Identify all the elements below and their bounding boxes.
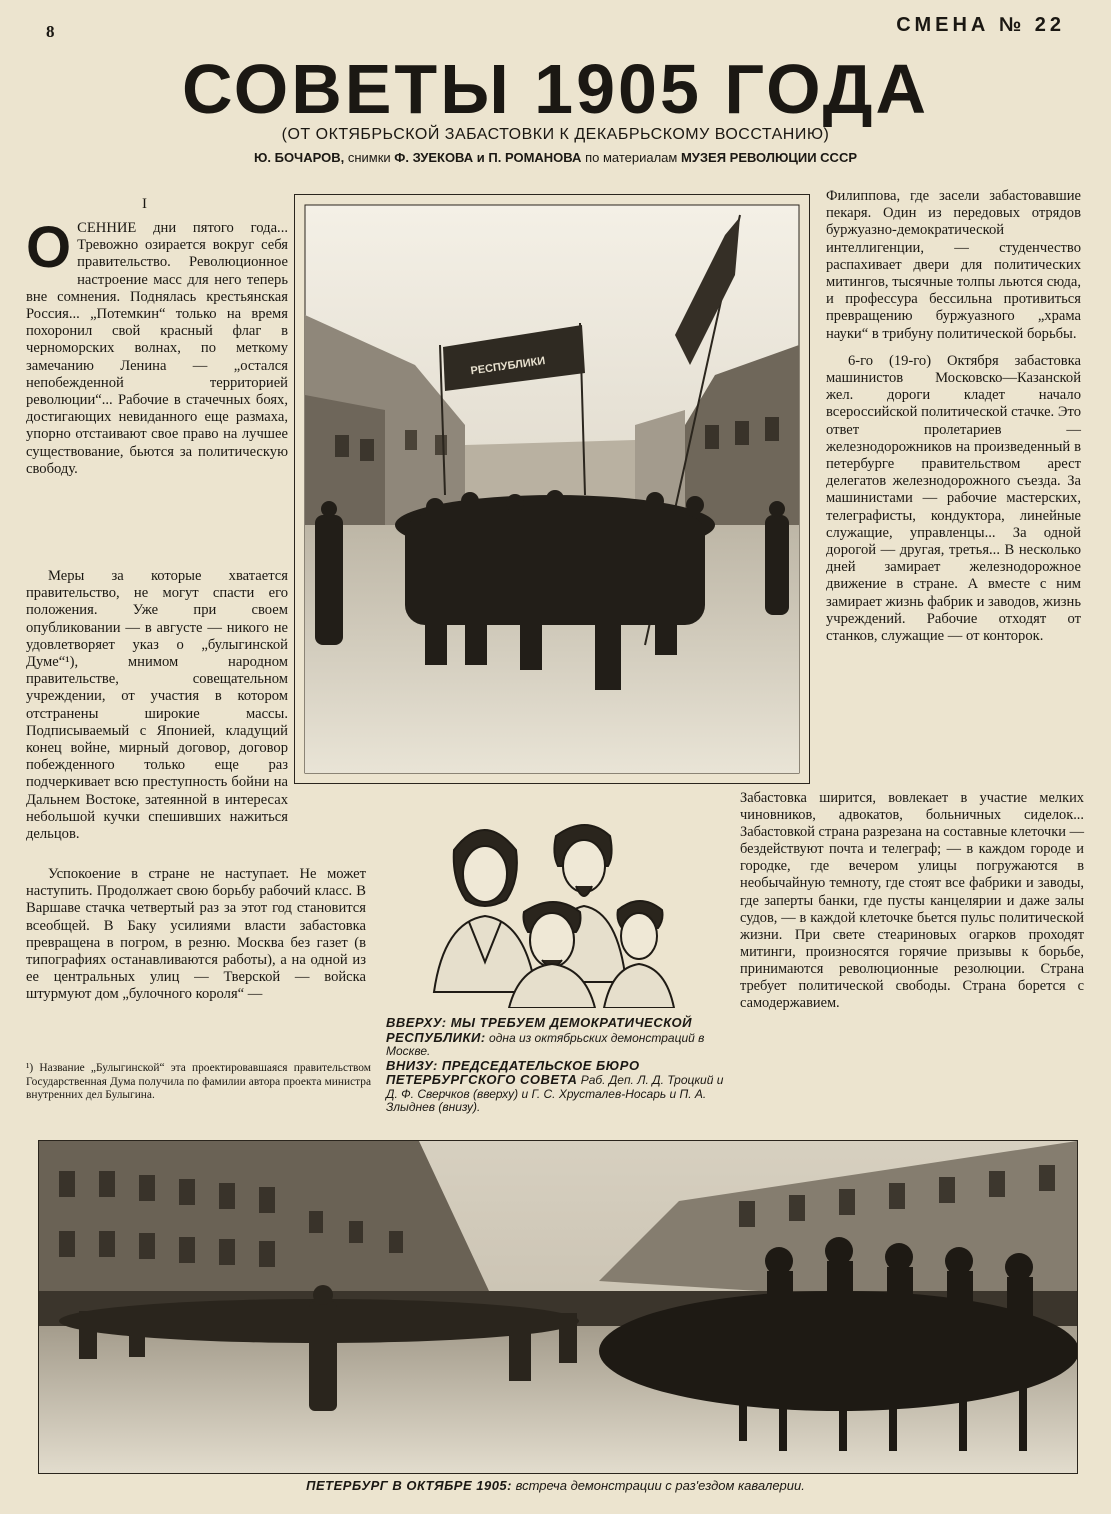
article-title: СОВЕТЫ 1905 ГОДА: [181, 50, 930, 128]
paragraph: Филиппова, где засели забастовавшие пекаря. Один из передовых отрядов буржуазно-демократической интеллигенции, — студенчество распахивает двери для политических митингов, тысячные толпы льются сюда, и профессура бессильна противиться превращению буржуазного „храма науки“ в трибуну политической борьбы.: [826, 188, 1081, 342]
byline-museum: МУЗЕЯ РЕВОЛЮЦИИ СССР: [680, 150, 858, 165]
cavalry-photo: [38, 1140, 1078, 1474]
left-column-lower: [26, 568, 288, 853]
portraits-caption: [386, 1016, 736, 1115]
portraits-drawing: [424, 802, 682, 1008]
caption-bottom-desc: Раб. Деп. Л. Д. Троцкий и Д. Ф. Сверчков (вверху) и Г. С. Хрусталев-Носарь и П. А. Злыднев (внизу).: [386, 1073, 724, 1114]
cavalry-caption-desc: встреча демонстрации с раз'ездом кавалерии.: [515, 1478, 805, 1493]
footnote: ¹) Название „Булыгинской“ эта проектировавшаяся правительством Государственная Дума получила по фамилии автора проекта министра внутренних дел Булыгина.: [26, 1062, 371, 1101]
cavalry-photo-image: [39, 1141, 1077, 1473]
byline-photo-prefix: снимки: [347, 150, 391, 165]
wide-text: Забастовка ширится, вовлекает в участие мелких чиновников, адвокатов, больничных сиделок... Забастовкой страна разрезана на составные клеточки — бездействуют почта и телеграф; — в каждом городе и городке, где вечером улицы погружаются в необычайную темноту, где стоят все фабрики и заводы, где заперты банки, где пусты канцелярии и даже залы судов, — в каждой клеточке бьется пульс политической жизни. При свете стеариновых огарков проходят митинги, произносятся горячие призывы к борьбе, принимаются революционные резолюции. Страна требует политической свободы. Страна борется с самодержавием.: [740, 790, 1084, 1012]
demonstration-photo-image: [295, 195, 809, 783]
caption-top-desc: одна из октябрьских демонстраций в Москве.: [386, 1030, 705, 1058]
article-byline: [0, 150, 1111, 165]
page-number: 8: [46, 22, 55, 41]
paragraph: [26, 215, 288, 478]
banner-text: РЕСПУБЛИКИ: [469, 355, 547, 378]
caption-top-label: ВВЕРХУ: МЫ ТРЕБУЕМ ДЕМОКРАТИЧЕСКОЙ РЕСПУБЛИКИ:: [386, 1015, 692, 1045]
paragraph: 6-го (19-го) Октября забастовка машинистов Московско—Казанской жел. дороги кладет начало всероссийской политической стачке. Это ответ пролетариев — железнодорожников на произведенный в петербурге правительством арест делегатов железнодорожного съезда. За машинистами — рабочие мастерских, телеграфисты, кондуктора, линейные служащие, управленцы... За одной дорогой — другая, третья... В несколько дней замирает железнодорожное движение в стране. А вместе с ним замирает жизнь фабрик и заводов, жизнь учреждений. Рабочие отходят от станков, служащие — от конторок.: [826, 352, 1081, 645]
cavalry-caption: [0, 1478, 1111, 1493]
byline-authors: Ю. БОЧАРОВ,: [253, 150, 345, 165]
magazine-masthead: СМЕНА № 22: [896, 14, 1065, 36]
paragraph: Меры за которые хватается правительство, не могут спасти его положения. Уже при своем опубликовании — в августе — никого не удовлетворяет указ о „булыгинской Думе“¹), мнимом народном правительстве, совещательном учреждении, от участия в котором отстранены широкие массы. Подписываемый с Японией, кладущий конец войне, мирный договор, договор побежденного только еще раз подчеркивает всю преступность бойни на Дальнем Востоке, затеянной в интересах небольшой кучки спешивших нажиться дельцов.: [26, 568, 288, 843]
cavalry-caption-label: ПЕТЕРБУРГ В ОКТЯБРЕ 1905:: [306, 1478, 512, 1493]
caption-bottom-label: ВНИЗУ: ПРЕДСЕДАТЕЛЬСКОЕ БЮРО ПЕТЕРБУРГСКОГО СОВЕТА: [386, 1057, 640, 1087]
byline-material-prefix: по материалам: [585, 150, 678, 165]
paragraph: Успокоение в стране не наступает. Не может наступить. Продолжает свою борьбу рабочий класс. В Варшаве стачка четвертый раз за этот год становится всеобщей. В Баку усилиями власти забастовка превращена в погром, в резню. Москва без газет (в типографиях останавливаются работы), а на одной из ее центральных улиц — Тверской — войска штурмуют дом „булочного короля“ —: [26, 866, 366, 1003]
section-numeral: I: [142, 196, 147, 212]
left-column: [26, 215, 288, 488]
soviet-bureau-portraits: [424, 802, 682, 1008]
left-column-bottom: [26, 866, 366, 1014]
right-column: [826, 188, 1081, 655]
paragraph-text: СЕННИЕ дни пятого года... Тревожно озирается вокруг себя правительство. Революционное настроение масс для него теперь вне сомнения. Поднялась крестьянская Россия... „Потемкин“ только на время похоронил свой красный флаг в черноморских волнах, по меткому замечанию Ленина — „остался непобежденной территорией революции“... Рабочие в стачечных боях, достигающих невиданного еще размаха, упорно отстаивают свое право на лучшее существование, бьются за политическую свободу.: [26, 220, 288, 477]
article-subtitle: (ОТ ОКТЯБРЬСКОЙ ЗАБАСТОВКИ К ДЕКАБРЬСКОМУ ВОССТАНИЮ): [281, 126, 830, 143]
drop-cap: О: [26, 215, 72, 280]
byline-photographers: Ф. ЗУЕКОВА и П. РОМАНОВА: [394, 150, 582, 165]
demonstration-photo: [294, 194, 810, 784]
